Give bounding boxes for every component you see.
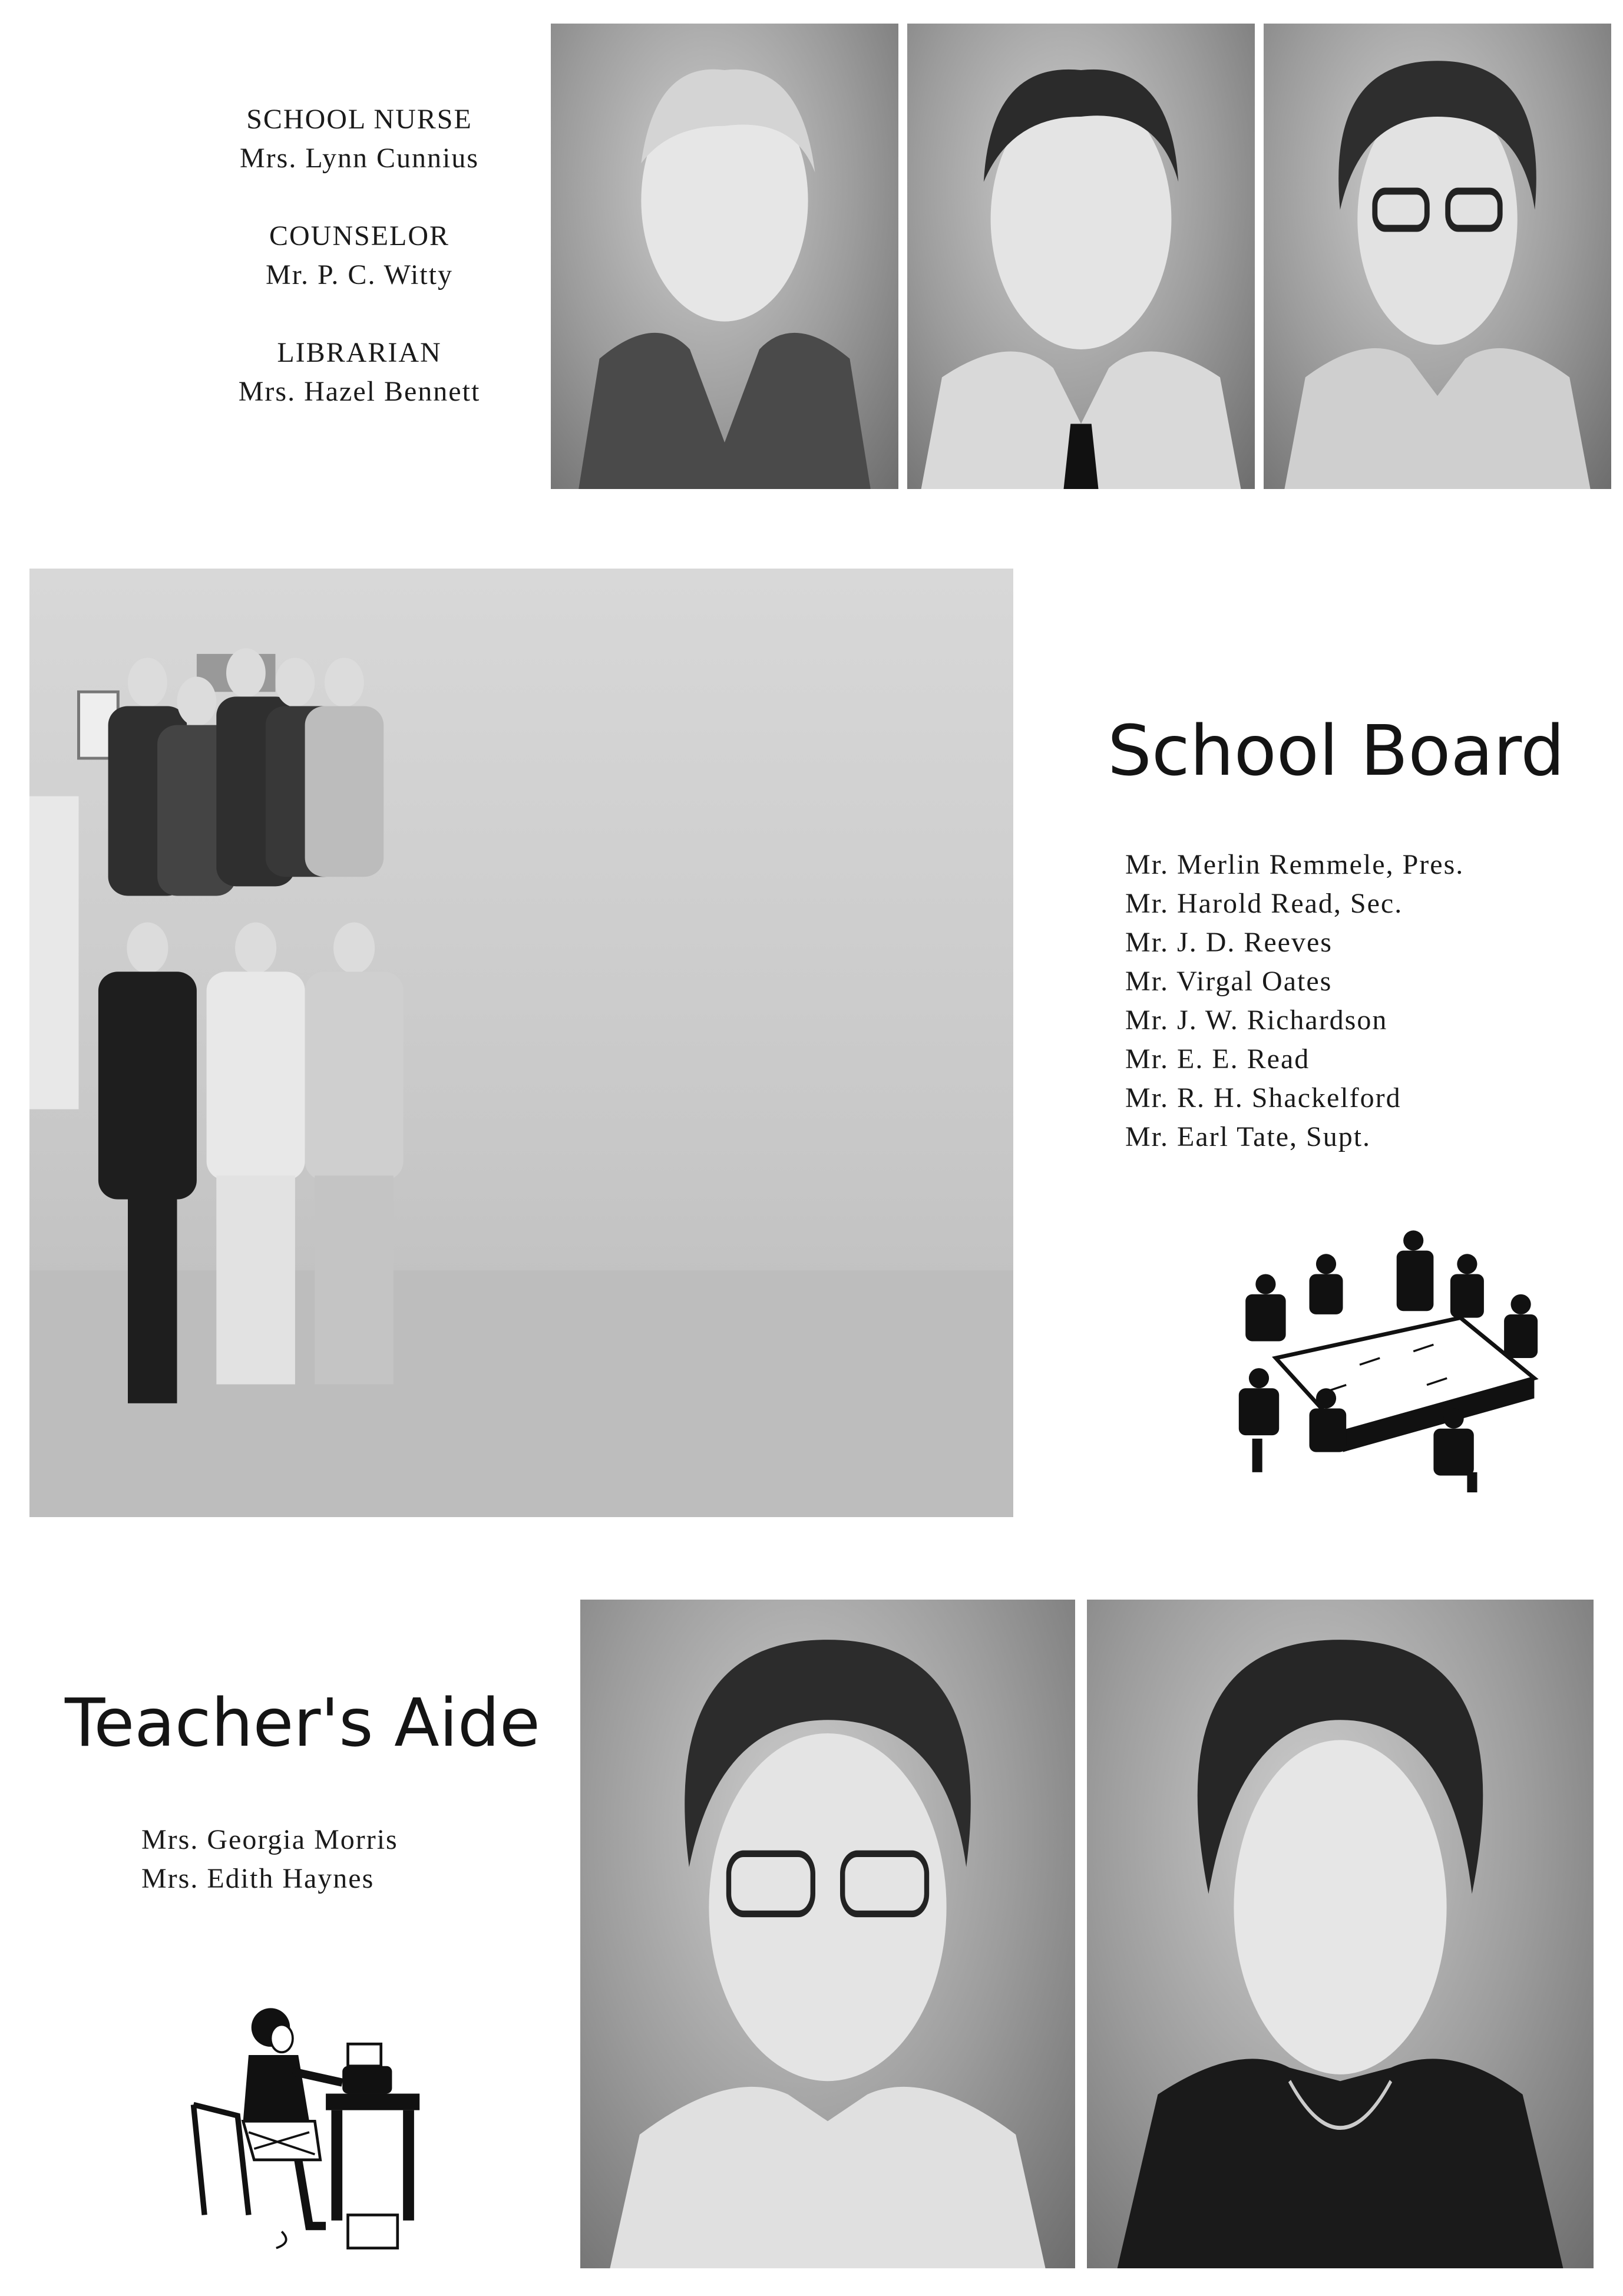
list-item: Mr. R. H. Shackelford [1125, 1082, 1401, 1114]
typist-clipart-icon [171, 1994, 448, 2254]
aide-portrait-georgia-morris [580, 1600, 1075, 2268]
list-item: Mr. Harold Read, Sec. [1125, 888, 1403, 919]
list-item: Mr. Virgal Oates [1125, 966, 1333, 997]
aide-portrait-edith-haynes [1087, 1600, 1594, 2268]
list-item: Mr. J. W. Richardson [1125, 1005, 1388, 1036]
staff-list [194, 100, 524, 450]
staff-name: Mrs. Lynn Cunnius [239, 143, 480, 174]
list-item: Mr. E. E. Read [1125, 1043, 1310, 1075]
list-item: Mr. J. D. Reeves [1125, 927, 1333, 958]
staff-name: Mr. P. C. Witty [266, 259, 453, 290]
librarian-portrait [1264, 24, 1611, 489]
school-board-member-list [1125, 845, 1464, 1157]
teachers-aide-heading: Teacher's Aide [65, 1685, 540, 1762]
meeting-clipart-icon [1225, 1223, 1561, 1494]
staff-name: Mrs. Hazel Bennett [238, 376, 481, 407]
list-item: Mrs. Georgia Morris [141, 1824, 398, 1855]
staff-role: SCHOOL NURSE [246, 104, 472, 135]
school-board-group-photo [29, 569, 1013, 1517]
staff-role: LIBRARIAN [277, 337, 442, 368]
nurse-portrait [551, 24, 898, 489]
school-board-heading: School Board [1108, 710, 1565, 791]
list-item: Mrs. Edith Haynes [141, 1863, 375, 1894]
staff-role: COUNSELOR [269, 220, 450, 252]
list-item: Mr. Earl Tate, Supt. [1125, 1121, 1371, 1152]
list-item: Mr. Merlin Remmele, Pres. [1125, 849, 1465, 880]
teachers-aide-member-list [141, 1821, 398, 1898]
counselor-portrait [907, 24, 1255, 489]
